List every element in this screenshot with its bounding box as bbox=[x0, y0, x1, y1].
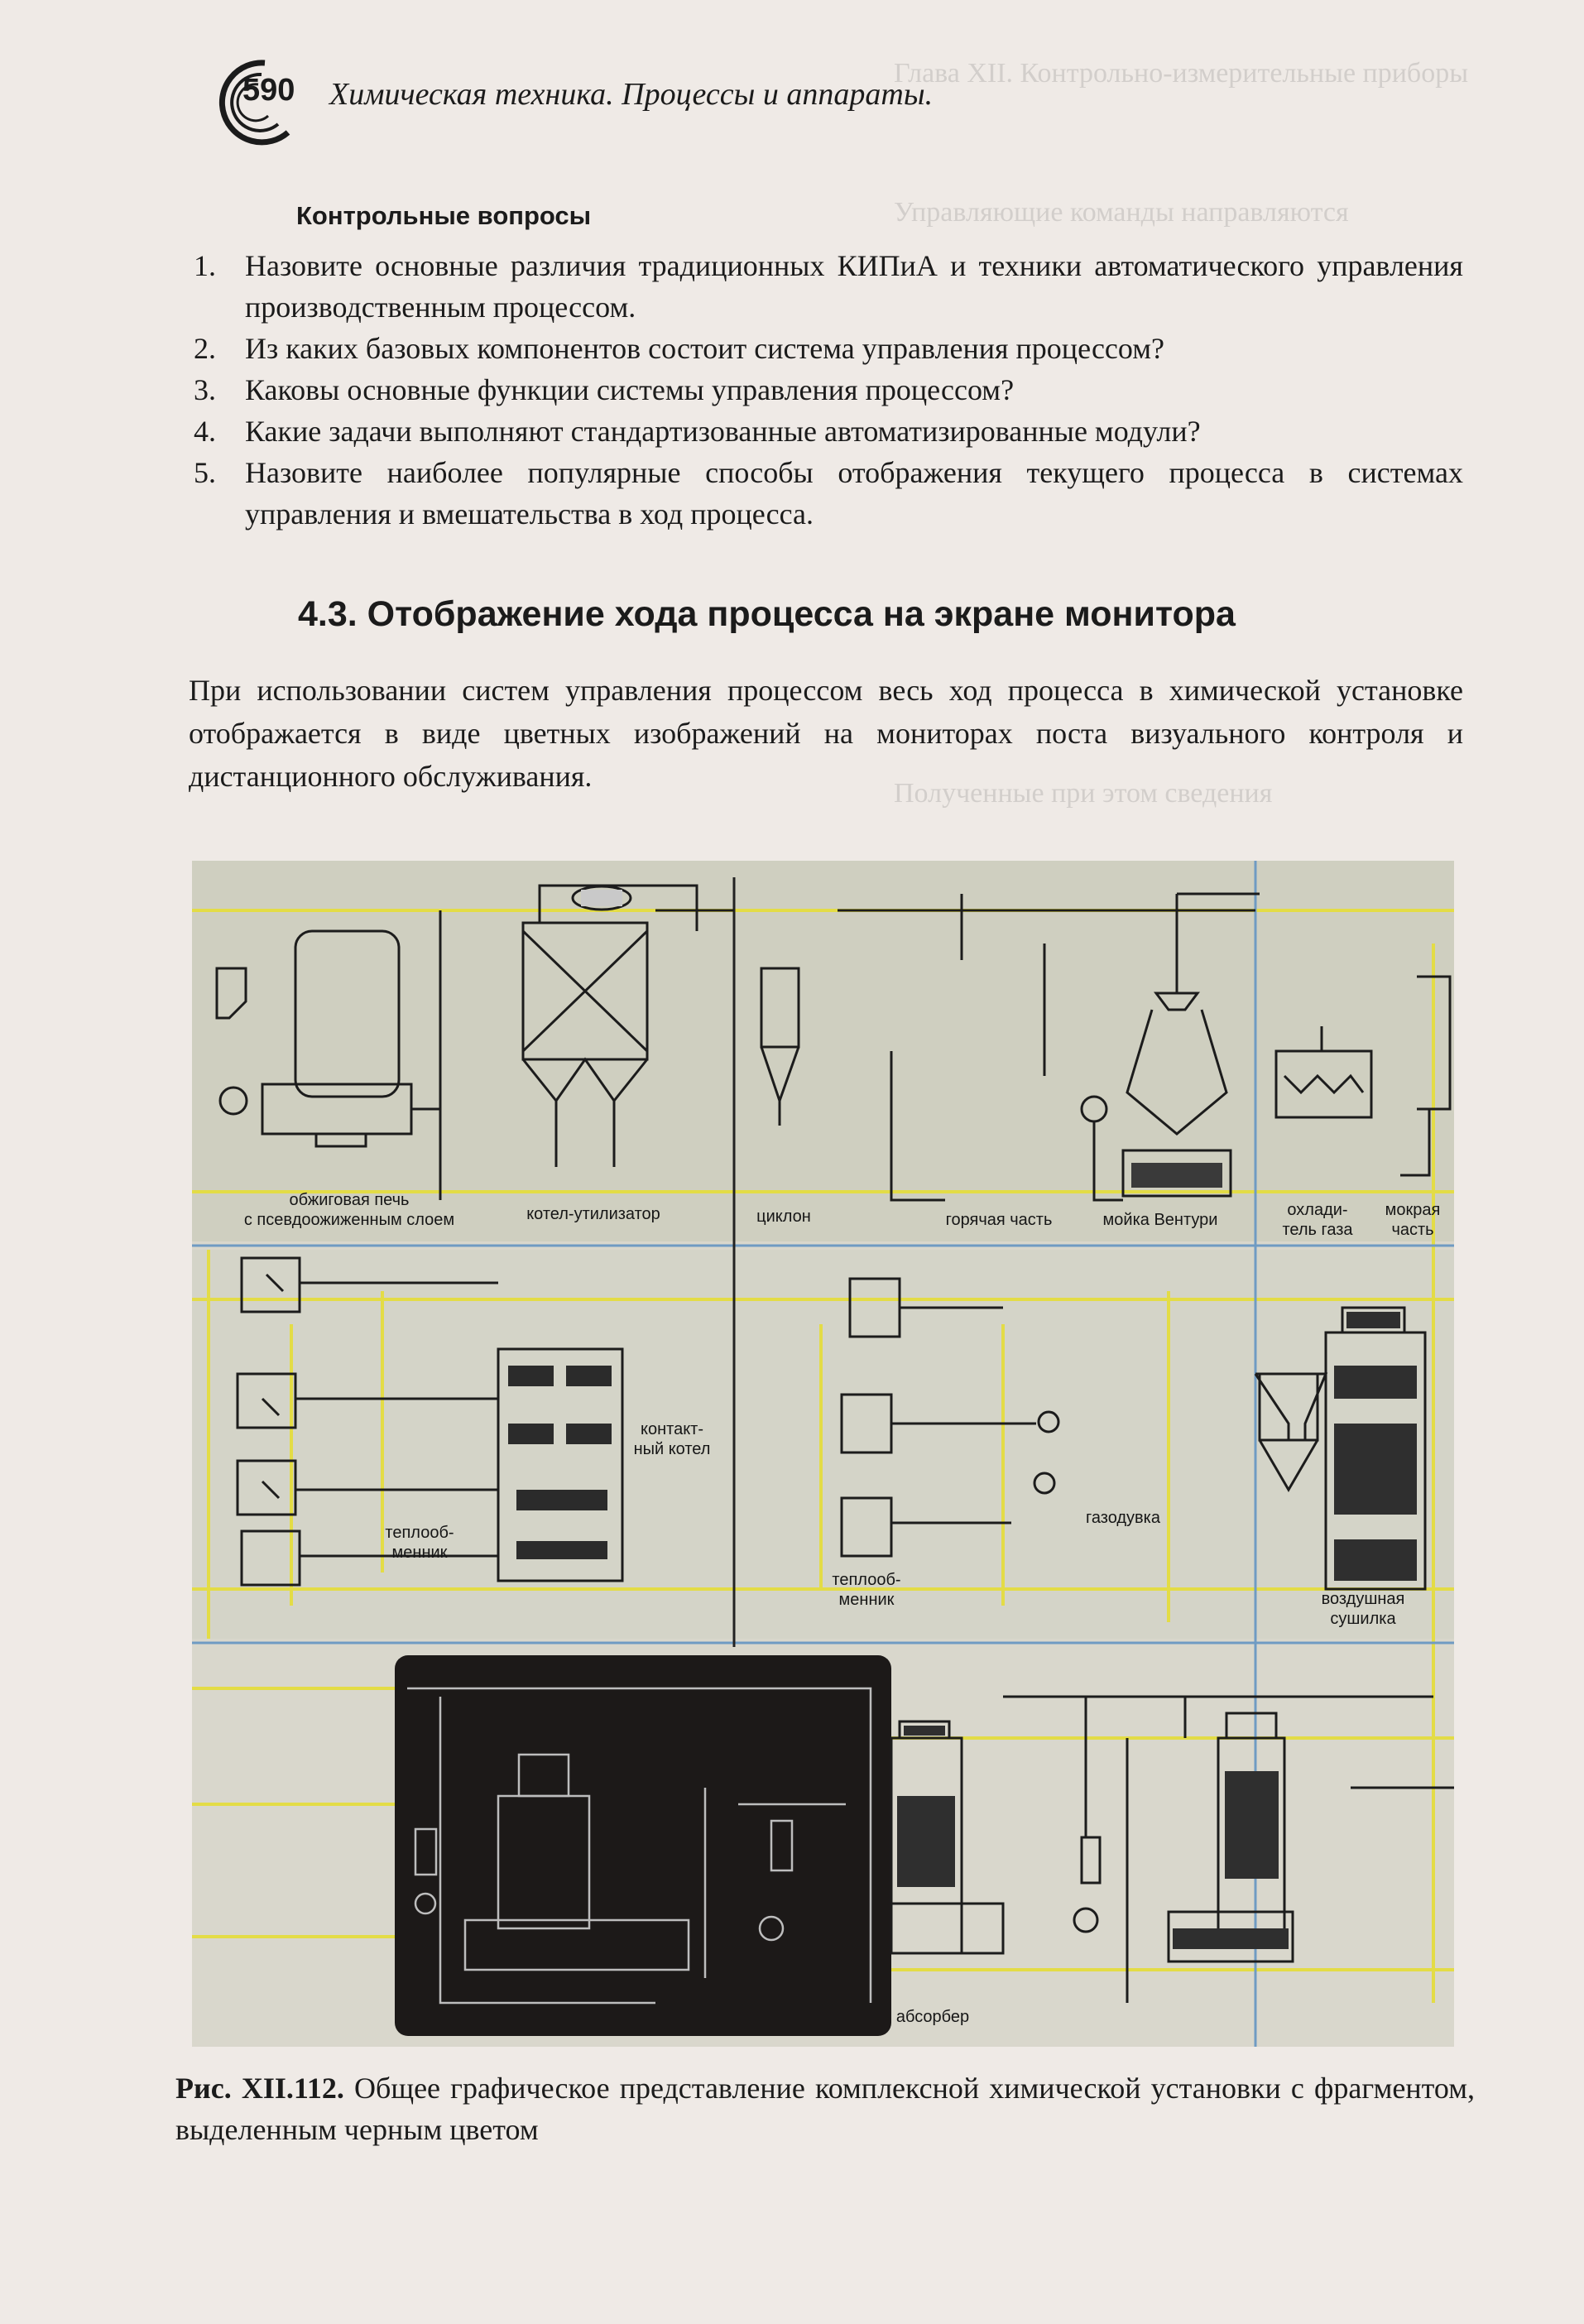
boiler-drum-fill bbox=[581, 890, 622, 906]
question-text: Назовите основные различия традиционных КИПиА и техники автоматического управления производственным процессом. bbox=[245, 249, 1463, 324]
question-item bbox=[189, 245, 1463, 328]
label-boiler: котел-утилизатор bbox=[526, 1205, 660, 1223]
page-number: 590 bbox=[242, 73, 295, 108]
bleed-through-text: Управляющие команды направляются bbox=[894, 197, 1349, 228]
label-blower: газодувка bbox=[1086, 1509, 1160, 1527]
caption-label: Рис. XII.112. bbox=[175, 2072, 344, 2105]
question-text: Из каких базовых компонентов состоит система управления процессом? bbox=[245, 332, 1164, 365]
screen-area-top bbox=[192, 861, 1454, 1241]
question-number: 4. bbox=[194, 415, 216, 448]
label-hot-part: горячая часть bbox=[945, 1211, 1053, 1229]
label-heat-exchanger: теплооб- менник bbox=[832, 1571, 901, 1609]
question-item bbox=[189, 411, 1463, 452]
section-title: 4.3. Отображение хода процесса на экране монитора bbox=[298, 594, 1236, 634]
label-air-dryer: воздушная сушилка bbox=[1321, 1590, 1405, 1628]
running-title: Химическая техника. Процессы и аппараты. bbox=[329, 77, 934, 112]
process-diagram-figure bbox=[192, 861, 1454, 2047]
caption-text: Общее графическое представление комплексной химической установки с фрагментом, выделенным черным цветом bbox=[175, 2072, 1475, 2146]
bleed-through-text: Полученные при этом сведения bbox=[894, 778, 1273, 809]
question-number: 3. bbox=[194, 373, 216, 406]
question-item bbox=[189, 452, 1463, 535]
section-intro: При использовании систем управления процессом весь ход процесса в химической установке отображается в виде цветных изображений на мониторах поста визуального контроля и дистанционного обслуживания. bbox=[189, 674, 1463, 793]
question-number: 2. bbox=[194, 332, 216, 365]
question-item bbox=[189, 328, 1463, 369]
question-text: Какие задачи выполняют стандартизованные автоматизированные модули? bbox=[245, 415, 1201, 448]
label-wet-part: мокрая часть bbox=[1385, 1201, 1441, 1239]
figure-caption bbox=[175, 2067, 1475, 2150]
question-text: Каковы основные функции системы управления процессом? bbox=[245, 373, 1015, 406]
questions-heading: Контрольные вопросы bbox=[296, 201, 592, 230]
label-absorber: абсорбер bbox=[895, 2008, 970, 2026]
highlighted-black-fragment bbox=[395, 1655, 891, 2036]
process-diagram bbox=[192, 861, 1454, 2047]
questions-list bbox=[189, 245, 1463, 535]
label-furnace: обжиговая печь с псевдоожиженным слоем bbox=[243, 1191, 455, 1229]
question-text: Назовите наиболее популярные способы отображения текущего процесса в системах управления и вмешательства в ход процесса. bbox=[245, 456, 1463, 531]
label-contact-boiler: контакт- ный котел bbox=[633, 1420, 711, 1458]
label-venturi: мойка Вентури bbox=[1102, 1211, 1218, 1229]
label-heat-exchanger: теплооб- менник bbox=[385, 1524, 454, 1562]
label-cyclone: циклон bbox=[756, 1208, 811, 1226]
label-gas-cooler: охлади- тель газа bbox=[1282, 1201, 1353, 1239]
venturi-packing bbox=[1131, 1163, 1222, 1188]
question-number: 5. bbox=[194, 456, 216, 489]
question-number: 1. bbox=[194, 249, 216, 282]
bleed-through-text: Глава XII. Контрольно-измерительные приборы bbox=[894, 58, 1469, 89]
question-item bbox=[189, 369, 1463, 411]
